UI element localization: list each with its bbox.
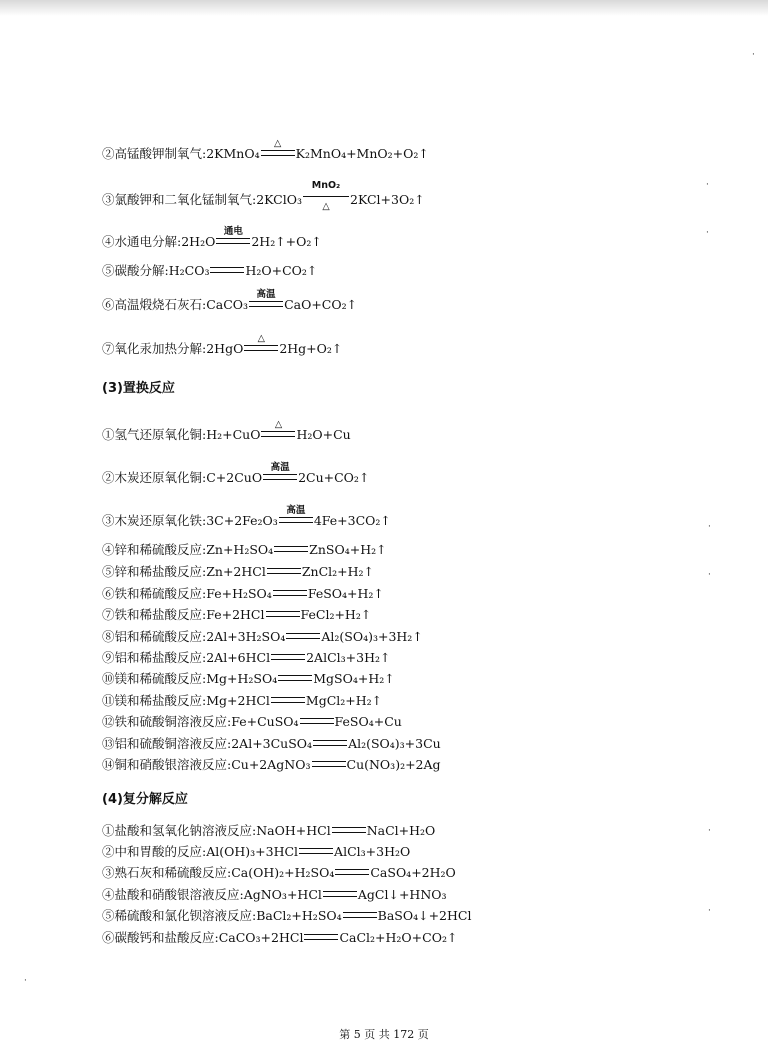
equation-row bbox=[102, 225, 322, 250]
equation-row bbox=[102, 418, 351, 443]
equation-name: ⑤碳酸分解: bbox=[102, 263, 169, 278]
equation-reactants: Mg+2HCl bbox=[206, 693, 270, 708]
equation-products: FeSO₄+Cu bbox=[334, 714, 402, 729]
reaction-equals-sign bbox=[274, 546, 308, 552]
equation-row bbox=[102, 263, 317, 279]
reaction-condition: △ bbox=[273, 137, 282, 149]
equation-name: ②中和胃酸的反应: bbox=[102, 844, 207, 859]
equation-name: ⑦铁和稀盐酸反应: bbox=[102, 607, 207, 622]
equation-reactants: AgNO₃+HCl bbox=[243, 887, 322, 902]
scan-speck: · bbox=[706, 228, 709, 238]
equation-reactants: 3C+2Fe₂O₃ bbox=[206, 513, 278, 528]
equation-name: ⑨铝和稀盐酸反应: bbox=[102, 650, 207, 665]
equation-products: 2H₂↑+O₂↑ bbox=[251, 234, 322, 249]
equation-row bbox=[102, 714, 402, 730]
reaction-equals-sign bbox=[278, 675, 312, 681]
equation-name: ⑧铝和稀硫酸反应: bbox=[102, 629, 207, 644]
equation-products: H₂O+CO₂↑ bbox=[245, 263, 318, 278]
equation-row bbox=[102, 586, 384, 602]
reaction-equals-sign bbox=[323, 891, 357, 897]
reaction-equals-sign bbox=[279, 504, 313, 523]
reaction-equals-sign bbox=[313, 740, 347, 746]
scan-speck: · bbox=[708, 826, 711, 836]
equation-name: ②高锰酸钾制氧气: bbox=[102, 146, 207, 161]
reaction-equals-sign bbox=[244, 332, 278, 351]
equation-row bbox=[102, 930, 457, 946]
equation-products: 4Fe+3CO₂↑ bbox=[313, 513, 391, 528]
reaction-condition: MnO₂ bbox=[311, 180, 341, 191]
equation-products: BaSO₄↓+2HCl bbox=[377, 908, 472, 923]
equation-name: ⑫铁和硫酸铜溶液反应: bbox=[102, 714, 232, 729]
equation-products: AgCl↓+HNO₃ bbox=[357, 887, 447, 902]
equation-reactants: Al(OH)₃+3HCl bbox=[206, 844, 299, 859]
equation-name: ④水通电分解: bbox=[102, 234, 182, 249]
equation-reactants: C+2CuO bbox=[206, 470, 263, 485]
reaction-equals-sign bbox=[261, 137, 295, 156]
equation-name: ⑥铁和稀硫酸反应: bbox=[102, 586, 207, 601]
reaction-equals-sign bbox=[271, 697, 305, 703]
equation-row bbox=[102, 564, 374, 580]
equation-name: ⑥碳酸钙和盐酸反应: bbox=[102, 930, 219, 945]
equation-products: Cu(NO₃)₂+2Ag bbox=[346, 757, 441, 772]
reaction-equals-sign bbox=[312, 761, 346, 767]
equation-row bbox=[102, 288, 358, 313]
equation-name: ⑪镁和稀盐酸反应: bbox=[102, 693, 207, 708]
section-heading: (3)置换反应 bbox=[102, 381, 175, 396]
equation-row bbox=[102, 629, 423, 645]
equation-reactants: Fe+2HCl bbox=[206, 607, 265, 622]
reaction-condition-below: △ bbox=[322, 201, 330, 212]
equation-products: AlCl₃+3H₂O bbox=[334, 844, 411, 859]
scan-speck: · bbox=[24, 976, 27, 986]
equation-name: ⑬铝和硫酸铜溶液反应: bbox=[102, 736, 232, 751]
equation-name: ④盐酸和硝酸银溶液反应: bbox=[102, 887, 244, 902]
reaction-equals-sign bbox=[343, 912, 377, 918]
equation-reactants: CaCO₃ bbox=[206, 297, 249, 312]
equation-row bbox=[102, 180, 425, 212]
equation-products: CaCl₂+H₂O+CO₂↑ bbox=[339, 930, 458, 945]
equation-products: NaCl+H₂O bbox=[366, 823, 436, 838]
equation-row bbox=[102, 671, 395, 687]
equation-reactants: Ca(OH)₂+H₂SO₄ bbox=[231, 865, 335, 880]
equation-name: ③熟石灰和稀硫酸反应: bbox=[102, 865, 232, 880]
equation-reactants: H₂CO₃ bbox=[168, 263, 210, 278]
equation-products: MgSO₄+H₂↑ bbox=[313, 671, 395, 686]
reaction-condition: △ bbox=[274, 418, 283, 430]
section-heading: (4)复分解反应 bbox=[102, 792, 188, 807]
reaction-equals-sign bbox=[286, 633, 320, 639]
equation-reactants: Zn+H₂SO₄ bbox=[206, 542, 274, 557]
equation-products: CaO+CO₂↑ bbox=[284, 297, 358, 312]
page-number: 第 5 页 共 172 页 bbox=[339, 1028, 429, 1041]
equation-products: FeSO₄+H₂↑ bbox=[307, 586, 384, 601]
reaction-equals-sign bbox=[216, 225, 250, 244]
equation-name: ⑩镁和稀硫酸反应: bbox=[102, 671, 207, 686]
equation-reactants: 2HgO bbox=[206, 341, 244, 356]
equation-products: ZnSO₄+H₂↑ bbox=[309, 542, 387, 557]
reaction-equals-sign bbox=[210, 267, 244, 273]
equation-name: ④锌和稀硫酸反应: bbox=[102, 542, 207, 557]
equation-name: ②木炭还原氧化铜: bbox=[102, 470, 207, 485]
equation-products: Al₂(SO₄)₃+3Cu bbox=[348, 736, 441, 751]
scan-speck: · bbox=[708, 570, 711, 580]
equation-name: ③木炭还原氧化铁: bbox=[102, 513, 207, 528]
equation-reactants: Fe+H₂SO₄ bbox=[206, 586, 272, 601]
equation-reactants: CaCO₃+2HCl bbox=[218, 930, 304, 945]
reaction-condition: △ bbox=[257, 332, 265, 344]
reaction-condition: 高温 bbox=[270, 461, 290, 473]
equation-row bbox=[102, 757, 441, 773]
reaction-equals-sign bbox=[271, 654, 305, 660]
equation-reactants: 2Al+3H₂SO₄ bbox=[206, 629, 286, 644]
equation-reactants: H₂+CuO bbox=[206, 427, 261, 442]
reaction-equals-sign bbox=[261, 418, 295, 437]
reaction-equals-sign bbox=[332, 827, 366, 833]
equation-products: H₂O+Cu bbox=[296, 427, 351, 442]
equation-row bbox=[102, 736, 441, 752]
equation-reactants: Cu+2AgNO₃ bbox=[231, 757, 311, 772]
equation-reactants: 2KMnO₄ bbox=[206, 146, 260, 161]
equation-name: ⑦氧化汞加热分解: bbox=[102, 341, 207, 356]
equation-name: ⑤稀硫酸和氯化钡溶液反应: bbox=[102, 908, 257, 923]
equation-row bbox=[102, 607, 371, 623]
equation-name: ①盐酸和氢氧化钠溶液反应: bbox=[102, 823, 257, 838]
scan-speck: · bbox=[708, 906, 711, 916]
reaction-equals-sign bbox=[249, 288, 283, 307]
reaction-condition: 高温 bbox=[256, 288, 276, 300]
equation-products: Al₂(SO₄)₃+3H₂↑ bbox=[321, 629, 423, 644]
equation-row bbox=[102, 844, 410, 860]
equation-products: 2Hg+O₂↑ bbox=[279, 341, 343, 356]
equation-row bbox=[102, 332, 343, 357]
equation-reactants: 2KClO₃ bbox=[256, 192, 302, 207]
equation-reactants: NaOH+HCl bbox=[256, 823, 331, 838]
scan-speck: · bbox=[708, 522, 711, 532]
equation-products: K₂MnO₄+MnO₂+O₂↑ bbox=[295, 146, 429, 161]
equation-row bbox=[102, 908, 471, 924]
equation-products: 2KCl+3O₂↑ bbox=[350, 192, 425, 207]
equation-row bbox=[102, 823, 435, 839]
scan-speck: · bbox=[752, 50, 755, 60]
equation-reactants: Fe+CuSO₄ bbox=[231, 714, 299, 729]
scan-speck: · bbox=[706, 180, 709, 190]
equation-products: 2Cu+CO₂↑ bbox=[298, 470, 370, 485]
reaction-condition: 高温 bbox=[286, 504, 306, 516]
equation-row bbox=[102, 650, 390, 666]
reaction-equals-sign bbox=[267, 568, 301, 574]
equation-row bbox=[102, 504, 391, 529]
equation-name: ③氯酸钾和二氧化锰制氧气: bbox=[102, 192, 257, 207]
reaction-equals-sign bbox=[263, 461, 297, 480]
equation-reactants: 2H₂O bbox=[181, 234, 216, 249]
reaction-equals-sign bbox=[266, 611, 300, 617]
equation-row bbox=[102, 865, 456, 881]
equation-name: ⑤锌和稀盐酸反应: bbox=[102, 564, 207, 579]
equation-row bbox=[102, 542, 387, 558]
reaction-equals-sign bbox=[303, 180, 349, 212]
equation-row bbox=[102, 693, 382, 709]
equation-row bbox=[102, 461, 370, 486]
equation-reactants: 2Al+3CuSO₄ bbox=[231, 736, 313, 751]
reaction-equals-sign bbox=[299, 848, 333, 854]
equation-products: ZnCl₂+H₂↑ bbox=[301, 564, 375, 579]
equation-reactants: Mg+H₂SO₄ bbox=[206, 671, 278, 686]
equation-reactants: 2Al+6HCl bbox=[206, 650, 271, 665]
equation-name: ⑥高温煅烧石灰石: bbox=[102, 297, 207, 312]
equation-row bbox=[102, 137, 429, 162]
equation-products: 2AlCl₃+3H₂↑ bbox=[306, 650, 391, 665]
equation-products: FeCl₂+H₂↑ bbox=[300, 607, 372, 622]
equation-reactants: Zn+2HCl bbox=[206, 564, 266, 579]
equation-products: CaSO₄+2H₂O bbox=[370, 865, 456, 880]
equation-products: MgCl₂+H₂↑ bbox=[305, 693, 383, 708]
reaction-equals-sign bbox=[335, 869, 369, 875]
equation-name: ⑭铜和硝酸银溶液反应: bbox=[102, 757, 232, 772]
reaction-condition: 通电 bbox=[223, 225, 243, 237]
reaction-equals-sign bbox=[304, 934, 338, 940]
equation-row bbox=[102, 887, 447, 903]
scan-edge bbox=[0, 0, 768, 16]
equation-reactants: BaCl₂+H₂SO₄ bbox=[256, 908, 342, 923]
equation-name: ①氢气还原氧化铜: bbox=[102, 427, 207, 442]
reaction-equals-sign bbox=[300, 718, 334, 724]
reaction-equals-sign bbox=[273, 590, 307, 596]
